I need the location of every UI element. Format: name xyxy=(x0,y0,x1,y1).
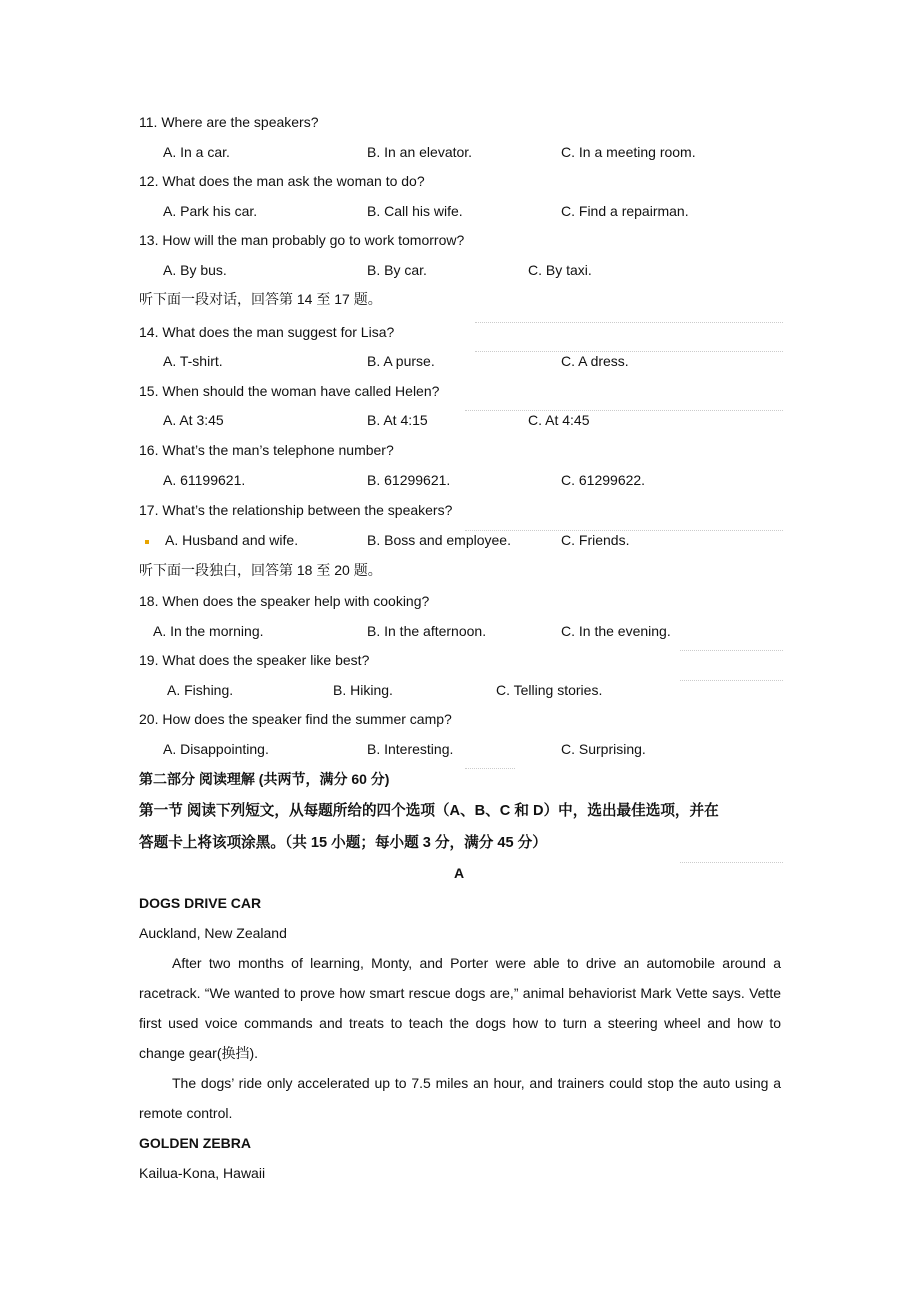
question-14: 14. What does the man suggest for Lisa? xyxy=(139,324,395,340)
option-b: B. Interesting. xyxy=(367,741,454,757)
option-c: C. Surprising. xyxy=(561,741,646,757)
question-19: 19. What does the speaker like best? xyxy=(139,652,370,668)
option-a: A. Husband and wife. xyxy=(165,532,299,548)
option-c: C. At 4:45 xyxy=(528,412,590,428)
article-paragraph: The dogs’ ride only accelerated up to 7.5 miles an hour, and trainers could stop the auto using a remote control. xyxy=(139,1075,781,1121)
option-b: B. Hiking. xyxy=(333,682,393,698)
option-b: B. At 4:15 xyxy=(367,412,428,428)
option-b: B. 61299621. xyxy=(367,472,451,488)
option-b: B. In the afternoon. xyxy=(367,623,487,639)
option-b: B. Call his wife. xyxy=(367,203,463,219)
option-c: C. Telling stories. xyxy=(496,682,603,698)
question-20: 20. How does the speaker find the summer camp? xyxy=(139,711,452,727)
instruction-14-17: 听下面一段对话，回答第 14 至 17 题。 xyxy=(139,291,382,307)
article-paragraph: After two months of learning, Monty, and Porter were able to drive an automobile around a racetrack. “We wanted to prove how smart rescue dogs are,” animal behaviorist Mark Vette says. Vette first used voice commands and treats to teach the dogs how to turn a steering wheel and how to change gear(换挡). xyxy=(139,955,781,1061)
passage-label: A xyxy=(454,865,465,881)
divider xyxy=(475,322,783,323)
option-b: B. A purse. xyxy=(367,353,435,369)
option-b: B. In an elevator. xyxy=(367,144,473,160)
option-c: C. A dress. xyxy=(561,353,629,369)
option-a: A. Disappointing. xyxy=(163,741,269,757)
article-location: Kailua-Kona, Hawaii xyxy=(139,1165,266,1181)
option-a: A. T-shirt. xyxy=(163,353,223,369)
question-11: 11. Where are the speakers? xyxy=(139,114,319,130)
article-headline: GOLDEN ZEBRA xyxy=(139,1135,251,1151)
option-a: A. 61199621. xyxy=(163,472,246,488)
question-12: 12. What does the man ask the woman to do? xyxy=(139,173,425,189)
option-b: B. Boss and employee. xyxy=(367,532,511,548)
bullet-mark xyxy=(145,540,149,544)
option-a: A. Fishing. xyxy=(167,682,234,698)
option-c: C. In the evening. xyxy=(561,623,671,639)
option-a: A. In a car. xyxy=(163,144,230,160)
divider xyxy=(680,862,783,863)
divider xyxy=(465,768,515,769)
option-a: A. Park his car. xyxy=(163,203,258,219)
option-a: A. At 3:45 xyxy=(163,412,224,428)
option-a: A. In the morning. xyxy=(153,623,264,639)
question-17: 17. What’s the relationship between the speakers? xyxy=(139,502,453,518)
divider xyxy=(680,680,783,681)
section1-instruction-line2: 答题卡上将该项涂黑。（共 15 小题；每小题 3 分，满分 45 分） xyxy=(139,835,547,851)
option-a: A. By bus. xyxy=(163,262,227,278)
article-location: Auckland, New Zealand xyxy=(139,925,287,941)
part2-title: 第二部分 阅读理解 (共两节，满分 60 分) xyxy=(139,771,390,787)
option-c: C. By taxi. xyxy=(528,262,592,278)
question-13: 13. How will the man probably go to work tomorrow? xyxy=(139,232,465,248)
option-c: C. Friends. xyxy=(561,532,630,548)
question-15: 15. When should the woman have called Helen? xyxy=(139,383,440,399)
option-c: C. In a meeting room. xyxy=(561,144,696,160)
divider xyxy=(680,650,783,651)
option-c: C. Find a repairman. xyxy=(561,203,689,219)
question-16: 16. What’s the man’s telephone number? xyxy=(139,442,394,458)
section1-instruction-line1: 第一节 阅读下列短文，从每题所给的四个选项（A、B、C 和 D）中，选出最佳选项，并在 xyxy=(139,803,719,819)
divider xyxy=(465,410,783,411)
divider xyxy=(475,351,783,352)
article-headline: DOGS DRIVE CAR xyxy=(139,895,262,911)
option-c: C. 61299622. xyxy=(561,472,646,488)
instruction-18-20: 听下面一段独白，回答第 18 至 20 题。 xyxy=(139,562,382,578)
option-b: B. By car. xyxy=(367,262,427,278)
question-18: 18. When does the speaker help with cooking? xyxy=(139,593,430,609)
